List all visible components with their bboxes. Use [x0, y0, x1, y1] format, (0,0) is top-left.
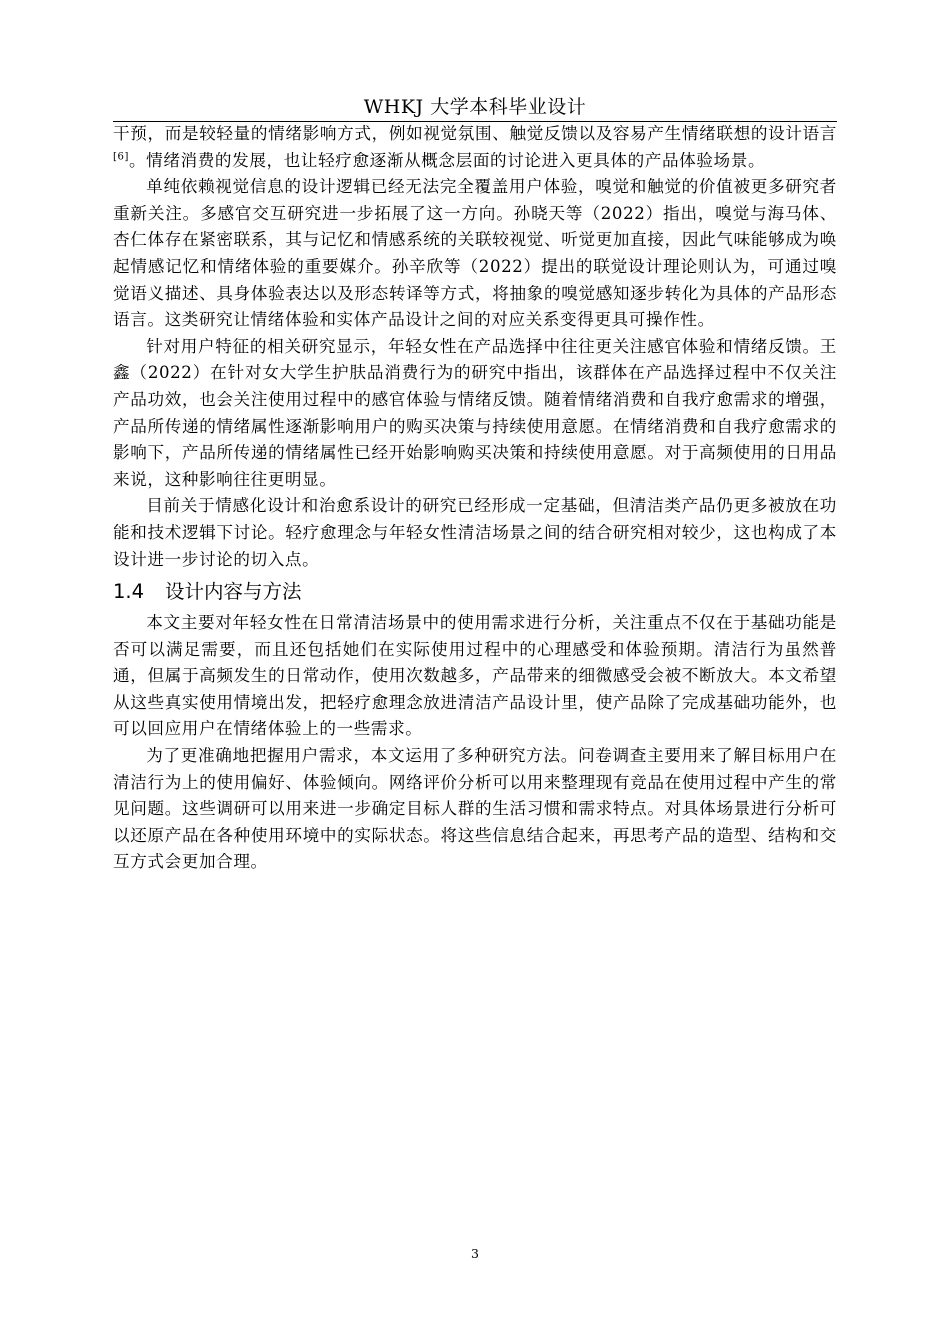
- paragraph-methods: 为了更准确地把握用户需求，本文运用了多种研究方法。问卷调查主要用来了解目标用户在清洁行为上的使用偏好、体验倾向。网络评价分析可以用来整理现有竞品在使用过程中产生的常见问题。这些调研可以用来进一步确定目标人群的生活习惯和需求特点。对具体场景进行分析可以还原产品在各种使用环境中的实际状态。将这些信息结合起来，再思考产品的造型、结构和交互方式会更加合理。: [113, 746, 837, 872]
- section-heading: [113, 577, 837, 607]
- paragraph-research-gap: 目前关于情感化设计和治愈系设计的研究已经形成一定基础，但清洁类产品仍更多被放在功能和技术逻辑下讨论。轻疗愈理念与年轻女性清洁场景之间的结合研究相对较少，这也构成了本设计进一步讨论的切入点。: [113, 496, 837, 569]
- citation-ref: [6]: [113, 151, 129, 163]
- paragraph-text-tail: 。情绪消费的发展，也让轻疗愈逐渐从概念层面的讨论进入更具体的产品体验场景。: [128, 150, 766, 170]
- paragraph-multisensory: 单纯依赖视觉信息的设计逻辑已经无法完全覆盖用户体验，嗅觉和触觉的价值被更多研究者重新关注。多感官交互研究进一步拓展了这一方向。孙晓天等（2022）指出，嗅觉与海马体、杏仁体存在紧密联系，其与记忆和情感系统的关联较视觉、听觉更加直接，因此气味能够成为唤起情感记忆和情绪体验的重要媒介。孙辛欣等（2022）提出的联觉设计理论则认为，可通过嗅觉语义描述、具身体验表达以及形态转译等方式，将抽象的嗅觉感知逐步转化为具体的产品形态语言。这类研究让情绪体验和实体产品设计之间的对应关系变得更具可操作性。: [113, 177, 837, 330]
- page-number: 3: [471, 1246, 479, 1261]
- section-title: 设计内容与方法: [165, 580, 302, 604]
- paragraph-user-features: 针对用户特征的相关研究显示，年轻女性在产品选择中往往更关注感官体验和情绪反馈。王鑫（2022）在针对女大学生护肤品消费行为的研究中指出，该群体在产品选择过程中不仅关注产品功效，也会关注使用过程中的感官体验与情绪反馈。随着情绪消费和自我疗愈需求的增强，产品所传递的情绪属性逐渐影响用户的购买决策与持续使用意愿。在情绪消费和自我疗愈需求的影响下，产品所传递的情绪属性已经开始影响购买决策和持续使用意愿。对于高频使用的日用品来说，这种影响往往更明显。: [113, 336, 837, 489]
- paragraph-continued: [113, 121, 837, 174]
- paragraph-design-content: 本文主要对年轻女性在日常清洁场景中的使用需求进行分析，关注重点不仅在于基础功能是否可以满足需要，而且还包括她们在实际使用过程中的心理感受和体验预期。清洁行为虽然普通，但属于高频发生的日常动作，使用次数越多，产品带来的细微感受会被不断放大。本文希望从这些真实使用情境出发，把轻疗愈理念放进清洁产品设计里，使产品除了完成基础功能外，也可以回应用户在情绪体验上的一些需求。: [113, 613, 837, 739]
- paragraph-text: 干预，而是较轻量的情绪影响方式，例如视觉氛围、触觉反馈以及容易产生情绪联想的设计语言: [113, 124, 837, 143]
- section-number: 1.4: [113, 580, 145, 604]
- page-header: WHKJ 大学本科毕业设计: [363, 96, 587, 118]
- page-body: [113, 121, 837, 876]
